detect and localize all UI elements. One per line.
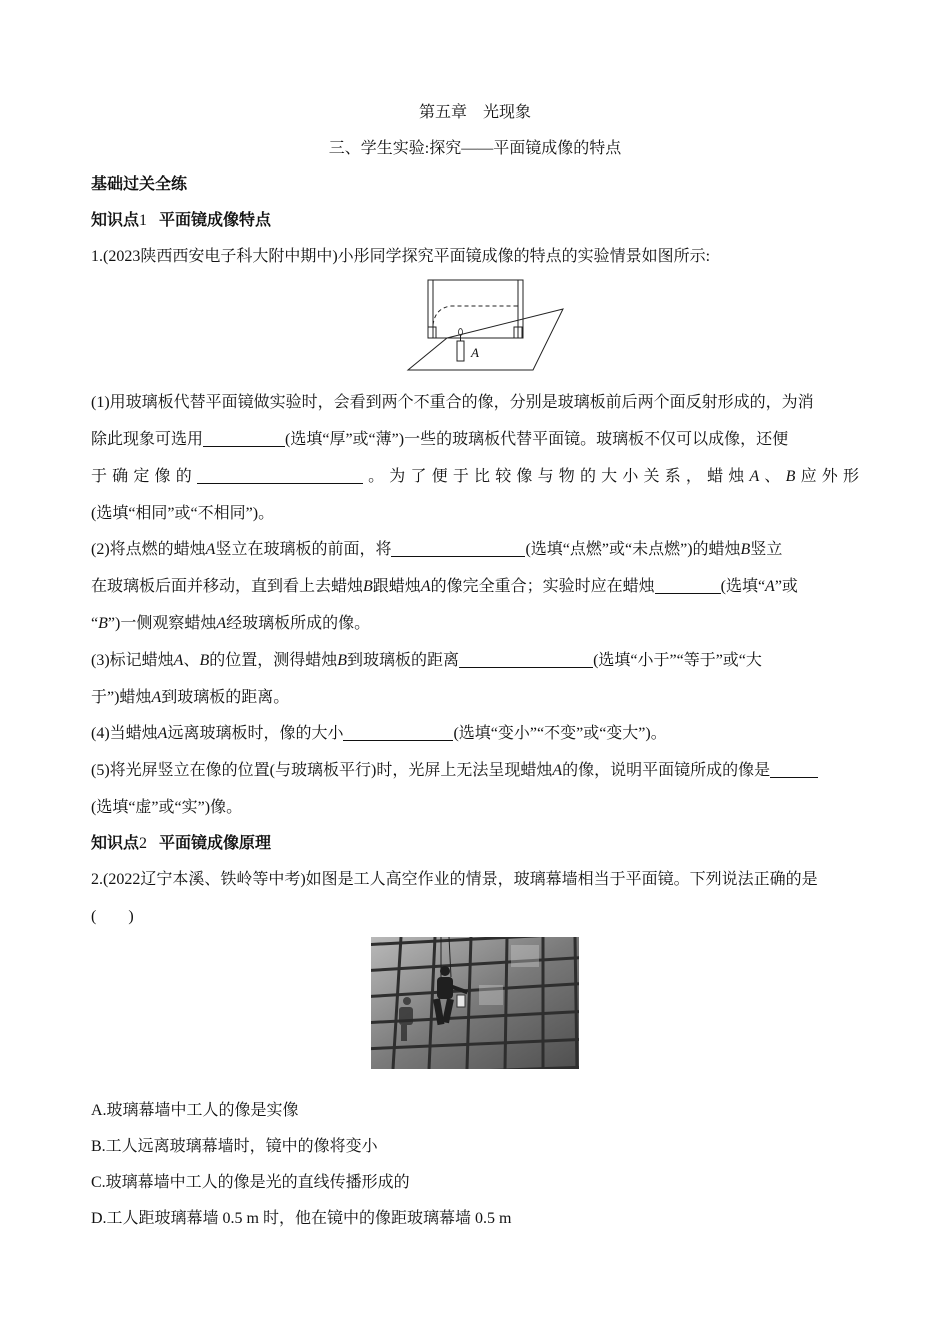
table-surface bbox=[408, 309, 563, 370]
answer-blank-image-size[interactable] bbox=[343, 724, 453, 741]
answer-blank-position[interactable] bbox=[197, 467, 363, 484]
reflection-line bbox=[433, 306, 518, 325]
q1-p1-line2: 除此现象可选用 (选填“厚”或“薄”)一些的玻璃板代替平面镜。玻璃板不仅可以成像，还便 bbox=[91, 431, 789, 448]
q1-p5-line1: (5)将光屏竖立在像的位置(与玻璃板平行)时，光屏上无法呈现蜡烛A的像，说明平面镜所成的像是 bbox=[91, 760, 818, 782]
kp-number: 1 bbox=[139, 212, 148, 229]
kp-label: 知识点 bbox=[91, 212, 140, 229]
q1-p4: (4)当蜡烛A远离玻璃板时，像的大小 (选填“变小”“不变”或“变大”)。 bbox=[91, 725, 667, 742]
q2-option-d[interactable]: D.工人距玻璃幕墙 0.5 m 时，他在镜中的像距玻璃幕墙 0.5 m bbox=[91, 1210, 512, 1227]
q1-p1-line1: (1)用玻璃板代替平面镜做实验时，会看到两个不重合的像，分别是玻璃板前后两个面反射形成的，为消 bbox=[91, 394, 814, 411]
q2-option-b[interactable]: B.工人远离玻璃幕墙时，镜中的像将变小 bbox=[91, 1138, 378, 1155]
mirror-experiment-figure bbox=[405, 275, 565, 375]
curtain-wall-illustration bbox=[371, 937, 579, 1069]
candle-a bbox=[457, 341, 464, 361]
q2-option-c[interactable]: C.玻璃幕墙中工人的像是光的直线传播形成的 bbox=[91, 1174, 410, 1191]
q1-p2-line1: (2)将点燃的蜡烛A竖立在玻璃板的前面，将 (选填“点燃”或“未点燃”)的蜡烛B竖立 bbox=[91, 541, 783, 558]
q2-answer-bracket[interactable]: ( ) bbox=[91, 908, 134, 925]
stand-left bbox=[428, 327, 436, 338]
practice-title: 基础过关全练 bbox=[91, 176, 188, 193]
candle-a-label: A bbox=[471, 345, 479, 360]
knowledge-point-2 bbox=[91, 833, 271, 855]
answer-blank-virtual-real[interactable] bbox=[770, 761, 818, 778]
section-title: 三、学生实验:探究——平面镜成像的特点 bbox=[328, 140, 622, 157]
kp-title: 平面镜成像原理 bbox=[159, 835, 272, 852]
answer-blank-observe-side[interactable] bbox=[655, 577, 721, 594]
q1-p5-line2: (选填“虚”或“实”)像。 bbox=[91, 799, 243, 816]
q2-option-a[interactable]: A.玻璃幕墙中工人的像是实像 bbox=[91, 1102, 299, 1119]
kp-title: 平面镜成像特点 bbox=[159, 212, 272, 229]
q1-p1-line4: (选填“相同”或“不相同”)。 bbox=[91, 505, 275, 522]
q1-p3-line1: (3)标记蜡烛A、B的位置，测得蜡烛B到玻璃板的距离 (选填“小于”“等于”或“大 bbox=[91, 652, 762, 669]
glass-plate bbox=[428, 280, 523, 338]
q1-p1-line3: 于确定像的 。为了便于比较像与物的大小关系，蜡烛A、B应外形 bbox=[91, 468, 859, 485]
answer-blank-candle-b[interactable] bbox=[391, 540, 525, 557]
q1-stem: 1.(2023陕西西安电子科大附中期中)小彤同学探究平面镜成像的特点的实验情景如图所示: bbox=[91, 248, 711, 265]
answer-blank-thickness[interactable] bbox=[203, 430, 285, 447]
q1-p3-line2: 于”)蜡烛A到玻璃板的距离。 bbox=[91, 689, 290, 706]
q1-p2-line2: 在玻璃板后面并移动，直到看上去蜡烛B跟蜡烛A的像完全重合；实验时应在蜡烛 (选填“A”或 bbox=[91, 578, 798, 595]
knowledge-point-1 bbox=[91, 210, 271, 232]
q1-p2-line3: “B”)一侧观察蜡烛A经玻璃板所成的像。 bbox=[91, 615, 371, 632]
answer-blank-distance[interactable] bbox=[459, 651, 593, 668]
kp-label: 知识点 bbox=[91, 835, 140, 852]
q2-stem: 2.(2022辽宁本溪、铁岭等中考)如图是工人高空作业的情景，玻璃幕墙相当于平面镜。下列说法正确的是 bbox=[91, 871, 818, 888]
kp-number: 2 bbox=[139, 835, 148, 852]
chapter-title: 第五章 光现象 bbox=[418, 104, 531, 121]
curtain-wall-photo bbox=[371, 937, 579, 1069]
bucket bbox=[457, 995, 465, 1007]
